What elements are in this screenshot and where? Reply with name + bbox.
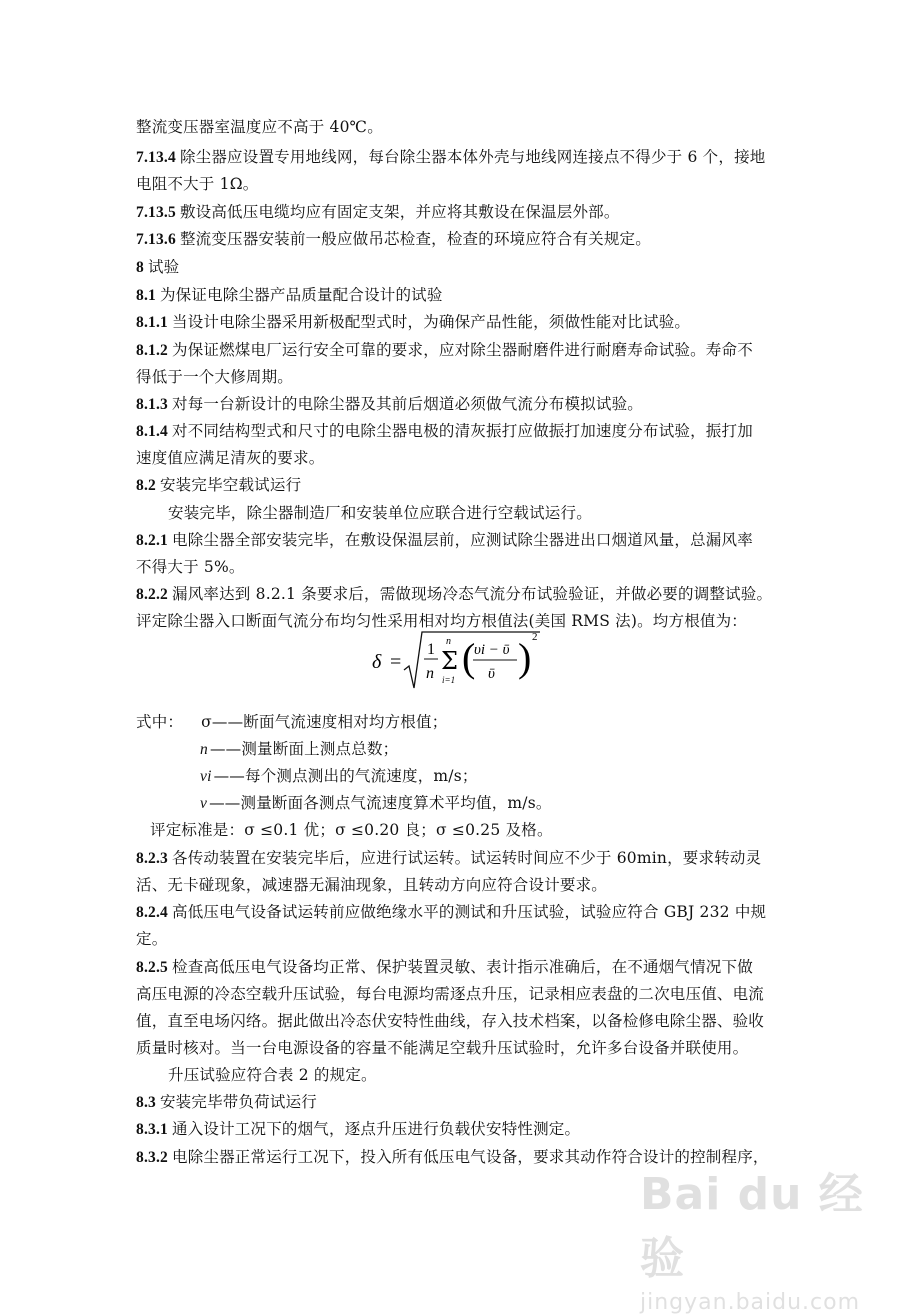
clause-8-2-3: 8.2.3 各传动装置在安装完毕后，应进行试运转。试运转时间应不少于 60min，要求转动灵 [136, 849, 762, 867]
sum-lower: i=1 [442, 675, 456, 685]
clause-8-1-3: 8.1.3 对每一台新设计的电除尘器及其前后烟道必须做气流分布模拟试验。 [136, 395, 644, 413]
section-heading-8-2: 8.2 安装完毕空载试运行 [136, 476, 302, 494]
clause-8-1-1: 8.1.1 当设计电除尘器采用新极配型式时，为确保产品性能，须做性能对比试验。 [136, 313, 691, 331]
left-paren: ( [462, 635, 476, 680]
frac-numerator: 1 [427, 641, 435, 658]
symbol: σ [201, 713, 212, 731]
text-line: 定。 [136, 930, 168, 948]
where-row [136, 712, 447, 732]
text-line: 评定除尘器入口断面气流分布均匀性采用相对均方根值法(美国 RMS 法)。均方根值为： [136, 612, 748, 630]
where-row: v ——测量断面各测点气流速度算术平均值，m/s。 [200, 794, 552, 812]
criteria-line: 评定标准是：σ ≤0.1 优；σ ≤0.20 良；σ ≤0.25 及格。 [150, 821, 553, 839]
where-row: vi ——每个测点测出的气流速度，m/s； [200, 767, 478, 785]
section-heading-8-1: 8.1 为保证电除尘器产品质量配合设计的试验 [136, 286, 443, 304]
text-line: 质量时核对。当一台电源设备的容量不能满足空载升压试验时，允许多台设备并联使用。 [136, 1039, 749, 1057]
right-paren: ) [518, 635, 532, 680]
text-line: 升压试验应符合表 2 的规定。 [168, 1066, 377, 1084]
clause-8-2-1: 8.2.1 电除尘器全部安装完毕，在敷设保温层前，应测试除尘器进出口烟道风量，总漏风率 [136, 531, 753, 549]
where-label: 式中： [136, 713, 184, 731]
formula-equals: = [390, 651, 402, 673]
frac-denominator: n [426, 665, 434, 682]
text-line: 值，直至电场闪络。据此做出冷态伏安特性曲线，存入技术档案，以备检修电除尘器、验收 [136, 1012, 765, 1030]
text-line: 电阻不大于 1Ω。 [136, 175, 259, 193]
clause-8-1-4: 8.1.4 对不同结构型式和尺寸的电除尘器电极的清灰振打应做振打加速度分布试验，振打加 [136, 422, 753, 440]
clause-8-2-4: 8.2.4 高低压电气设备试运转前应做绝缘水平的测试和升压试验，试验应符合 GBJ 232 中规 [136, 903, 767, 921]
where-row: n ——测量断面上测点总数； [200, 740, 399, 758]
section-heading-8-3: 8.3 安装完毕带负荷试运行 [136, 1093, 317, 1111]
text-line: 高压电源的冷态空载升压试验，每台电源均需逐点升压，记录相应表盘的二次电压值、电流 [136, 985, 765, 1003]
formula-lhs: δ [372, 651, 382, 673]
text-line: 安装完毕，除尘器制造厂和安装单位应联合进行空载试运行。 [168, 504, 592, 522]
watermark-logo: Bai du 经验 [640, 1169, 864, 1284]
rms-formula [372, 626, 542, 700]
clause-7-13-4: 7.13.4 除尘器应设置专用地线网，每台除尘器本体外壳与地线网连接点不得少于 6 个，接地 [136, 148, 766, 166]
clause-8-3-2: 8.3.2 电除尘器正常运行工况下，投入所有低压电气设备，要求其动作符合设计的控制程序， [136, 1148, 769, 1166]
inner-numerator: υi − ῡ [474, 642, 510, 658]
clause-8-3-1: 8.3.1 通入设计工况下的烟气，逐点升压进行负载伏安特性测定。 [136, 1120, 581, 1138]
text-line: 速度值应满足清灰的要求。 [136, 449, 325, 467]
text-line: 整流变压器室温度应不高于 40℃。 [136, 118, 383, 136]
baidu-jingyan-watermark [640, 1158, 890, 1315]
text-line: 不得大于 5%。 [136, 558, 245, 576]
text-line: 活、无卡碰现象，减速器无漏油现象，且转动方向应符合设计要求。 [136, 876, 608, 894]
clause-8-2-2: 8.2.2 漏风率达到 8.2.1 条要求后，需做现场冷态气流分布试验验证，并做必要的调整试验。 [136, 585, 773, 603]
clause-8-2-5: 8.2.5 检查高低压电气设备均正常、保护装置灵敏、表计指示准确后，在不通烟气情况下做 [136, 958, 753, 976]
watermark-url: jingyan.baidu.com [640, 1290, 861, 1315]
section-heading-8: 8 试验 [136, 258, 180, 276]
definition: ——断面气流速度相对均方根值； [211, 713, 448, 731]
clause-8-1-2: 8.1.2 为保证燃煤电厂运行安全可靠的要求，应对除尘器耐磨件进行耐磨寿命试验。寿命不 [136, 341, 753, 359]
inner-denominator: ῡ [488, 666, 495, 682]
sum-upper: n [446, 636, 451, 647]
sum-sign: Σ [441, 647, 458, 675]
formula-power: 2 [532, 631, 538, 643]
clause-7-13-6: 7.13.6 整流变压器安装前一般应做吊芯检查，检查的环境应符合有关规定。 [136, 230, 651, 248]
text-line: 得低于一个大修周期。 [136, 368, 294, 386]
clause-7-13-5: 7.13.5 敷设高低压电缆均应有固定支架，并应将其敷设在保温层外部。 [136, 203, 620, 221]
